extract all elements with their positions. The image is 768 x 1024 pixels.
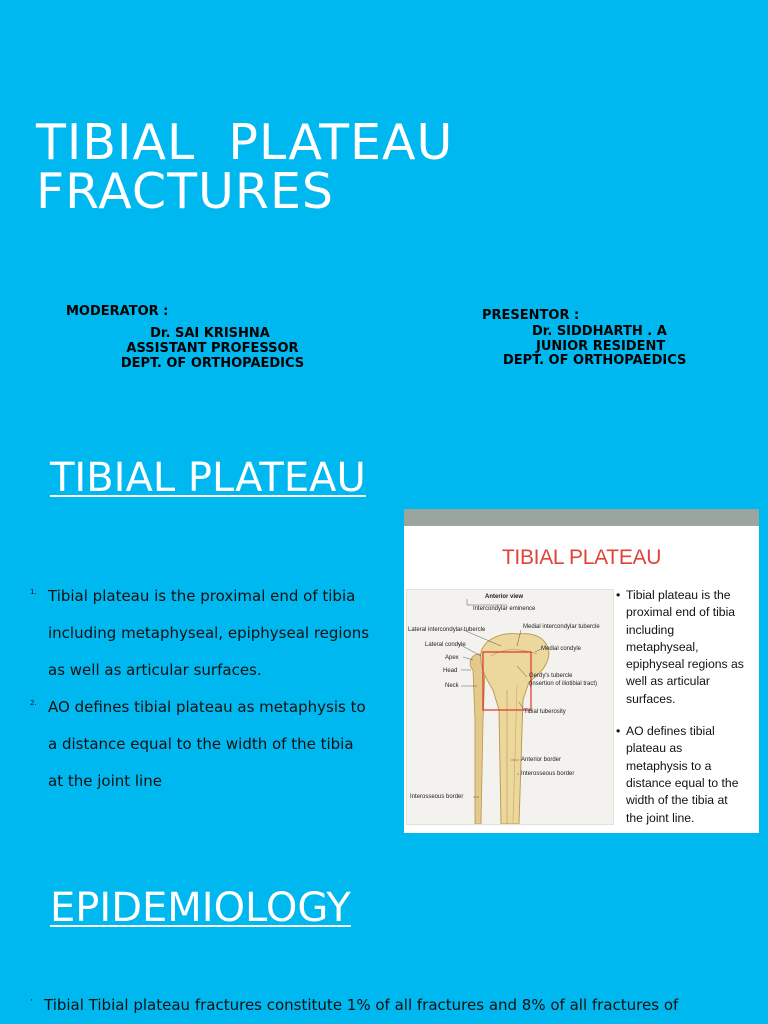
list-line: as well as articular surfaces. [48,661,262,679]
list-number: 2. [30,699,37,707]
bullet-dot: • [616,588,621,602]
presentor-label: PRESENTOR : [482,308,580,323]
figure-bullet-line: width of the tibia at [626,793,728,808]
figure-bullet-line: metaphysis to a [626,758,712,773]
label-interosseous-border-left: Interosseous border [410,794,464,800]
label-intercondylar-eminence: Intercondylar eminence [473,606,536,612]
slide-title-line1: TIBIAL PLATEAU [36,114,454,171]
figure-bullet-line: proximal end of tibia [626,605,736,620]
figure-bullet-line: metaphyseal, [626,639,699,654]
figure-bullet-list [616,587,756,842]
label-gerdys-insertion: (insertion of iliotibial tract) [529,681,598,687]
presentor-role: JUNIOR RESIDENT [536,339,666,354]
moderator-name: Dr. SAI KRISHNA [150,326,270,341]
label-interosseous-border-right: Interosseous border [521,771,575,777]
list-line: Tibial plateau is the proximal end of tibia [48,587,356,605]
figure-bullet-line: surfaces. [626,691,676,706]
slide-title-line2: FRACTURES [36,163,335,220]
figure-bullet-line: the joint line. [626,810,695,825]
tibial-plateau-figure [404,509,759,833]
presentor-dept: DEPT. OF ORTHOPAEDICS [503,353,687,368]
label-medial-intercondylar-tubercle: Medial intercondylar tubercle [523,624,600,630]
figure-title: TIBIAL PLATEAU [501,546,662,569]
list-number: 1. [30,588,37,596]
section-heading-tibial-plateau: TIBIAL PLATEAU [50,455,366,501]
label-medial-condyle: Medial condyle [541,646,582,652]
list-line: AO defines tibial plateau as metaphysis to [48,698,366,716]
moderator-role: ASSISTANT PROFESSOR [126,341,299,356]
figure-bullet-line: distance equal to the [626,775,739,790]
label-neck: Neck [445,683,459,689]
label-lateral-condyle: Lateral condyle [425,642,466,648]
list-item [30,578,400,689]
figure-bullet-line: well as articular [626,674,710,689]
label-gerdys-tubercle: Gerdy's tubercle [529,673,573,679]
figure-bullet-item [616,723,756,827]
moderator-dept: DEPT. OF ORTHOPAEDICS [120,356,305,371]
label-head: Head [443,668,458,674]
tibial-plateau-list [30,578,400,800]
list-item [30,689,400,800]
label-apex: Apex [445,655,459,661]
figure-top-bar [404,509,759,526]
presentor-name: Dr. SIDDHARTH . A [532,324,667,339]
slide-title [36,114,454,220]
list-line: a distance equal to the width of the tibia [48,735,354,753]
anatomy-illustration [406,589,614,825]
bullet-dot: · [30,996,33,1006]
figure-bullet-line: epiphyseal regions as [626,657,744,672]
list-line: including metaphyseal, epiphyseal regions [48,624,370,642]
label-lateral-intercondylar-tubercle: Lateral intercondylar tubercle [408,627,486,633]
figure-bullet-line: plateau as [626,741,683,756]
epidemiology-paragraph [30,996,768,1014]
epidemiology-text: Tibial Tibial plateau fractures constitute 1% of all fractures and 8% of all fractures of [44,996,679,1014]
list-line: at the joint line [48,772,162,790]
figure-bullet-item [616,587,756,708]
figure-bullet-line: including [626,622,675,637]
section-heading-epidemiology: EPIDEMIOLOGY [50,885,351,931]
figure-bullet-line: AO defines tibial [626,724,715,739]
label-anterior-border: Anterior border [521,757,562,763]
moderator-label: MODERATOR : [66,304,169,319]
label-anterior-view: Anterior view [485,594,524,600]
bullet-dot: • [616,724,621,739]
label-tibial-tuberosity: Tibial tuberosity [524,709,566,715]
figure-bullet-line: Tibial plateau is the [626,588,731,602]
